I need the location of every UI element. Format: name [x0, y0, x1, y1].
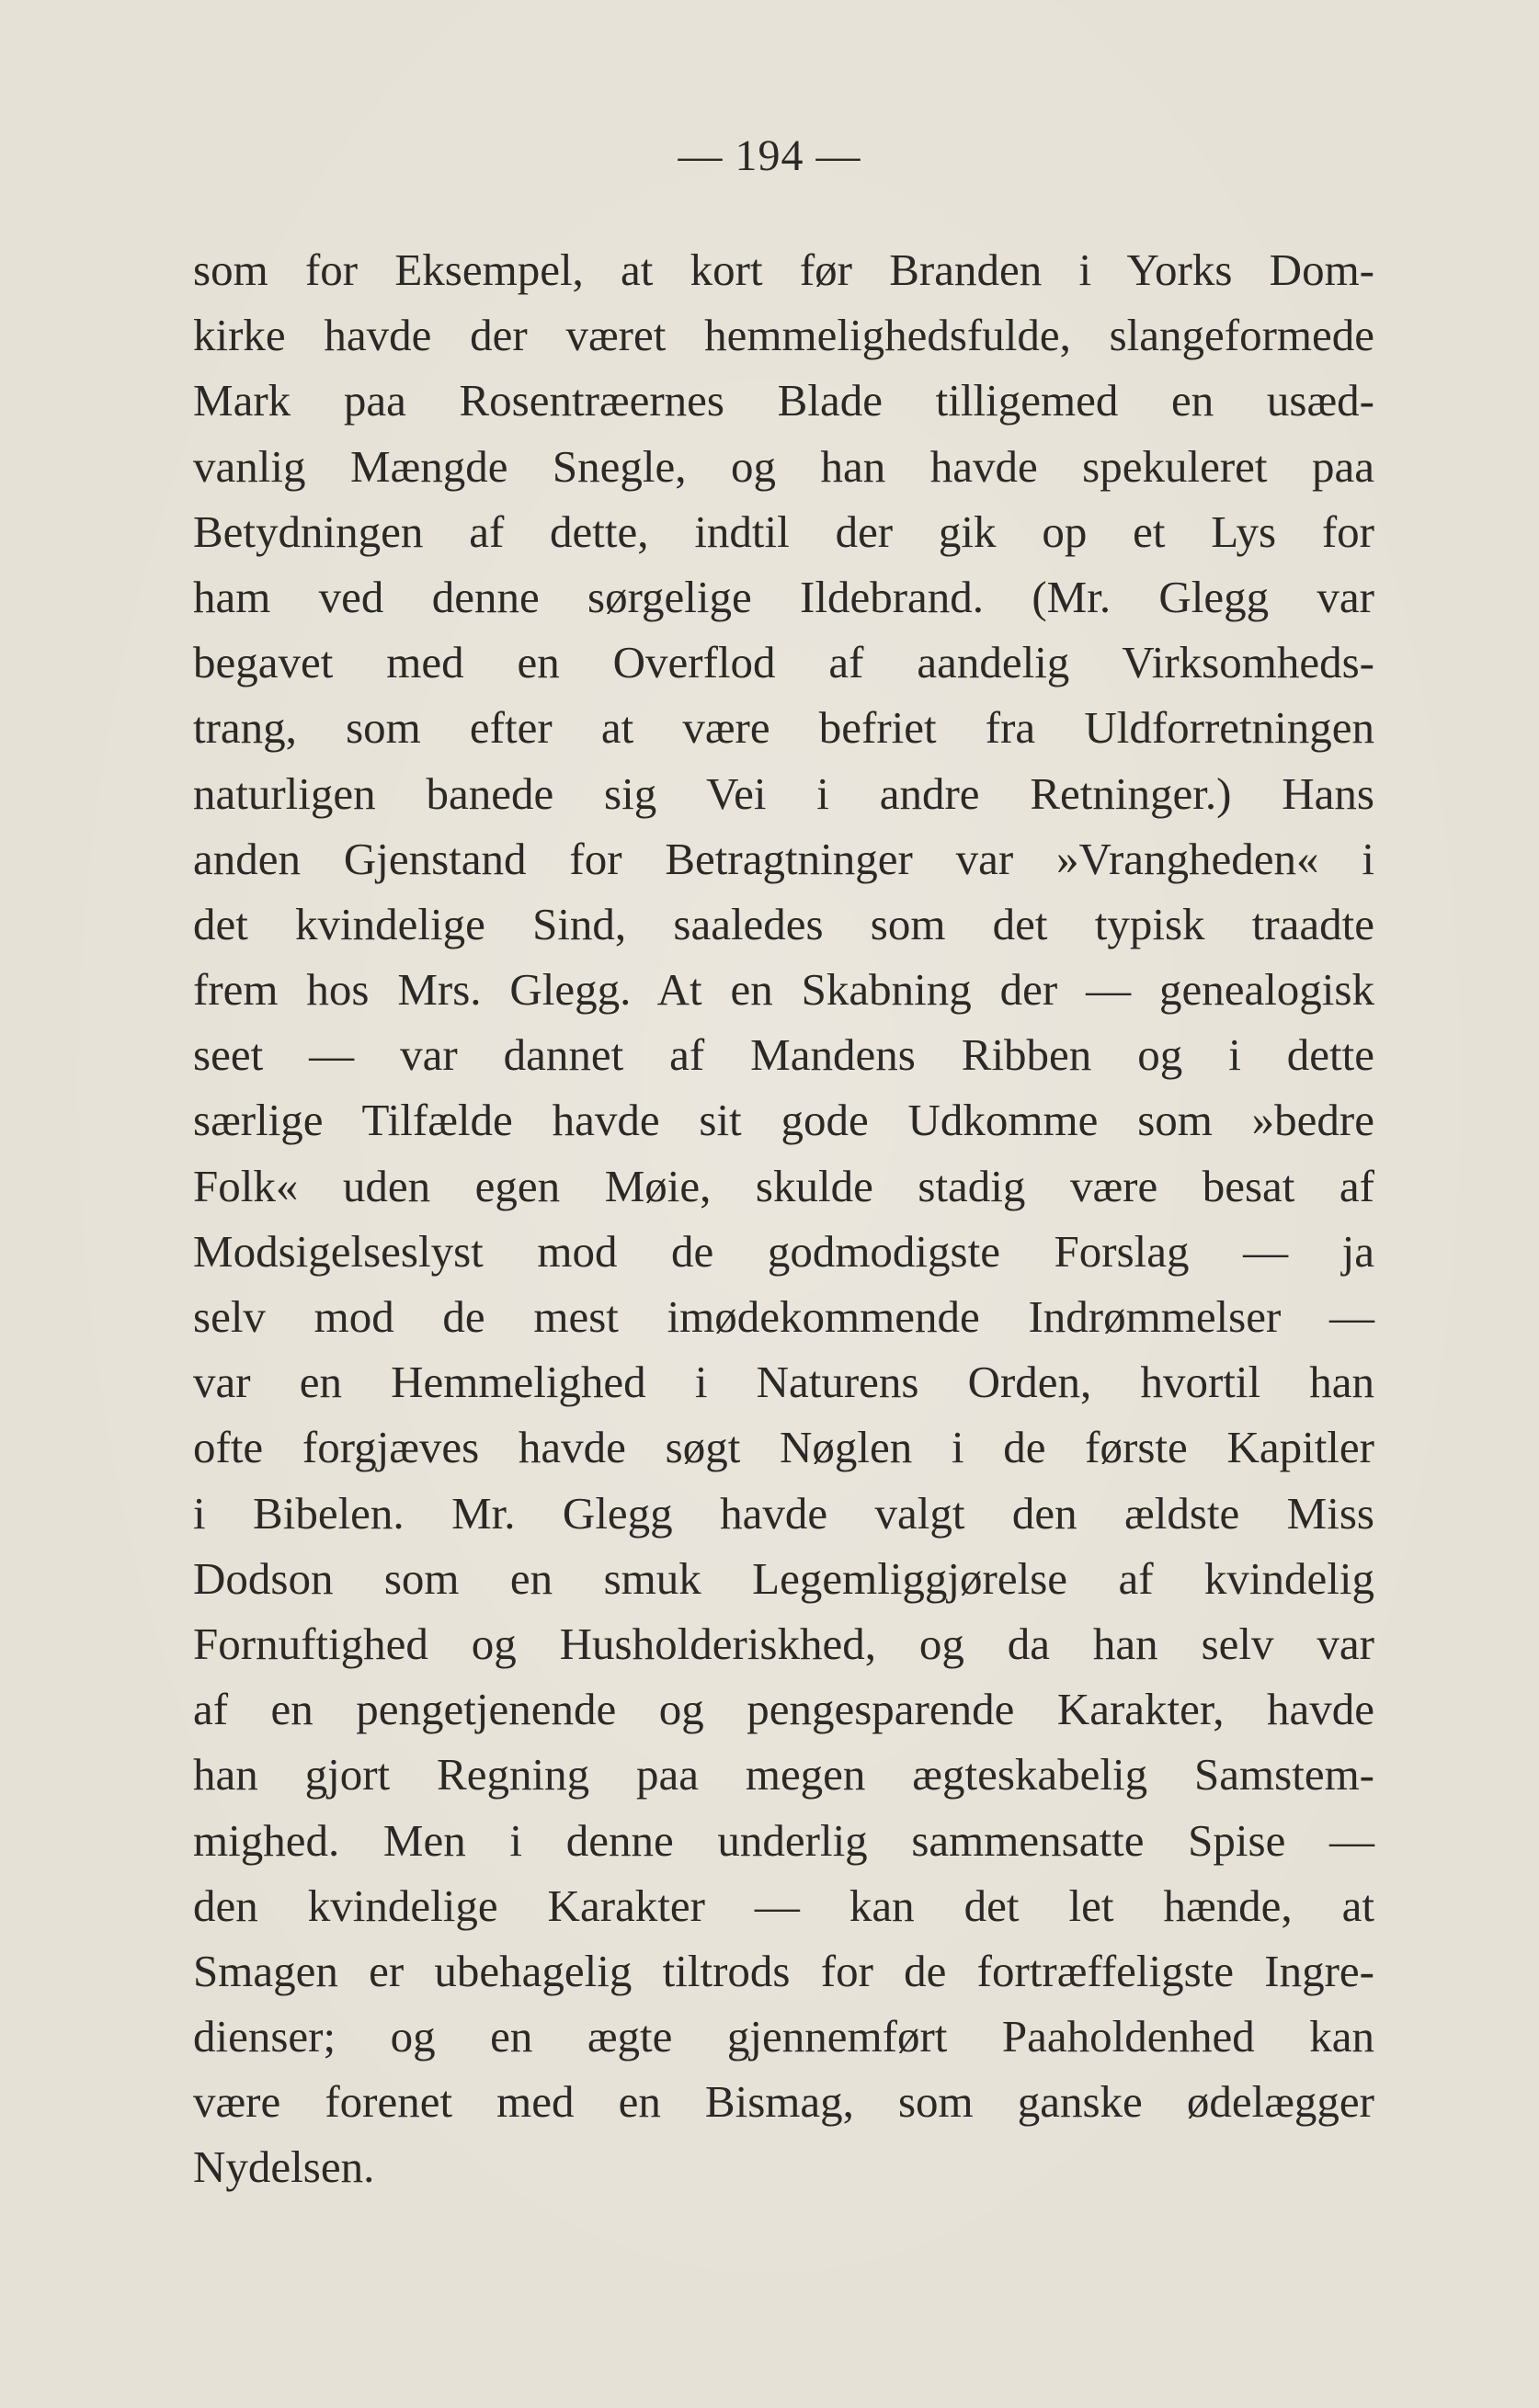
text-line: var en Hemmelighed i Naturens Orden, hvortil han [193, 1357, 1374, 1408]
text-line: Smagen er ubehagelig tiltrods for de fortræffeligste Ingre- [193, 1945, 1374, 1996]
body-text [193, 237, 1374, 2200]
text-line: selv mod de mest imødekommende Indrømmelser — [193, 1291, 1374, 1342]
text-line: naturligen banede sig Vei i andre Retninger.) Hans [193, 767, 1374, 819]
text-line: Betydningen af dette, indtil der gik op et Lys for [193, 505, 1374, 557]
text-line: mighed. Men i denne underlig sammensatte Spise — [193, 1814, 1374, 1866]
text-line: Fornuftighed og Husholderiskhed, og da han selv var [193, 1618, 1374, 1669]
text-line: være forenet med en Bismag, som ganske ødelægger [193, 2076, 1374, 2128]
text-line: seet — var dannet af Mandens Ribben og i dette [193, 1029, 1374, 1081]
page-number: — 194 — [678, 131, 861, 180]
text-line: Nydelsen. [193, 2141, 375, 2193]
text-line: begavet med en Overflod af aandelig Virksomheds- [193, 637, 1374, 688]
text-line: Folk« uden egen Møie, skulde stadig være besat af [193, 1160, 1374, 1211]
text-line: Dodson som en smuk Legemliggjørelse af kvindelig [193, 1552, 1374, 1604]
text-line: Modsigelseslyst mod de godmodigste Forslag — ja [193, 1225, 1374, 1277]
text-line: ofte forgjæves havde søgt Nøglen i de første Kapitler [193, 1422, 1374, 1473]
text-line: Mark paa Rosentræernes Blade tilligemed en usæd- [193, 375, 1374, 426]
text-line: af en pengetjenende og pengesparende Karakter, havde [193, 1684, 1374, 1735]
text-line: det kvindelige Sind, saaledes som det typisk traadte [193, 898, 1374, 949]
text-line: frem hos Mrs. Glegg. At en Skabning der — genealogisk [193, 964, 1374, 1016]
text-line: som for Eksempel, at kort før Branden i Yorks Dom- [193, 244, 1374, 295]
text-line: anden Gjenstand for Betragtninger var »Vrangheden« i [193, 833, 1374, 884]
text-line: trang, som efter at være befriet fra Uldforretningen [193, 702, 1374, 754]
text-line: dienser; og en ægte gjennemført Paaholdenhed kan [193, 2011, 1374, 2062]
text-line: vanlig Mængde Snegle, og han havde spekuleret paa [193, 440, 1374, 492]
text-line: særlige Tilfælde havde sit gode Udkomme som »bedre [193, 1095, 1374, 1146]
text-line: i Bibelen. Mr. Glegg havde valgt den ældste Miss [193, 1487, 1374, 1539]
text-line: kirke havde der været hemmelighedsfulde, slangeformede [193, 310, 1374, 361]
text-line: den kvindelige Karakter — kan det let hænde, at [193, 1880, 1374, 1931]
text-line: ham ved denne sørgelige Ildebrand. (Mr. Glegg var [193, 571, 1374, 622]
text-line: han gjort Regning paa megen ægteskabelig Samstem- [193, 1749, 1374, 1800]
